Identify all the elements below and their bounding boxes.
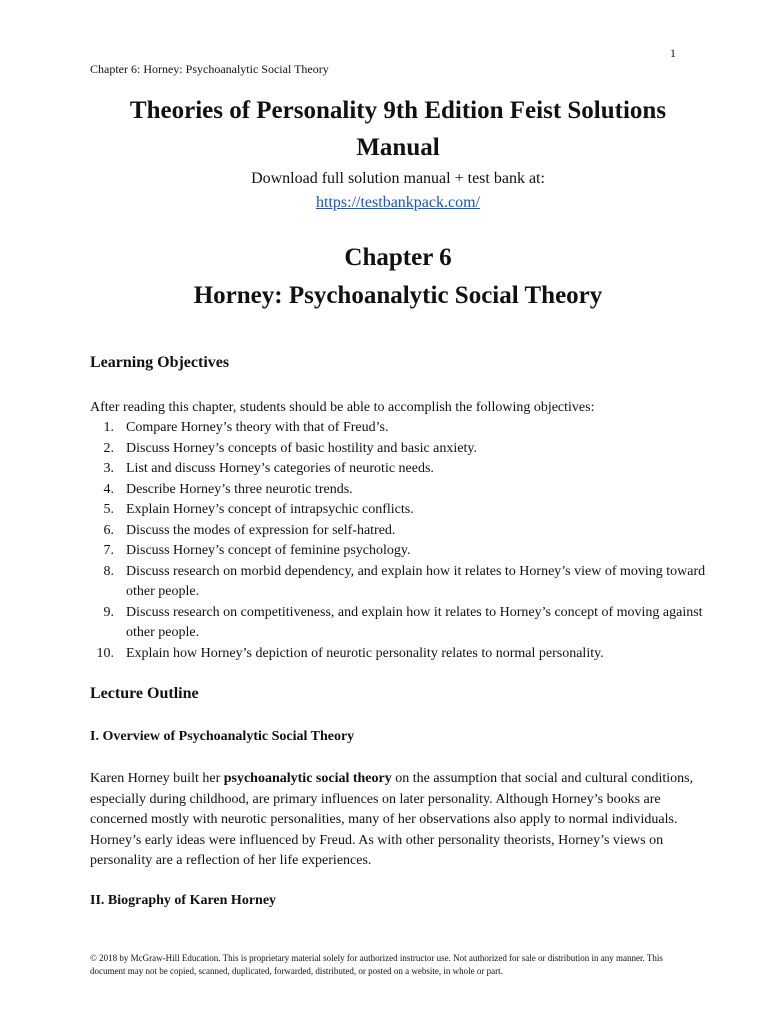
- list-item: [90, 418, 710, 439]
- objectives-intro: After reading this chapter, students should be able to accomplish the following objectives:: [90, 400, 595, 415]
- list-item: [90, 521, 710, 542]
- list-item-number: 3.: [103, 461, 114, 476]
- paragraph-text-end: on the assumption that social and cultural conditions, especially during childhood, are primary influences on later personality. Although Horney’s books are concerned mostly with neurotic personalities, many of her observations also apply to normal individuals. Horney’s early ideas were influenced by Freud. As with other personality theorists, Horney’s views on personality are a reflection of her life experiences.: [90, 771, 694, 869]
- list-item: [90, 459, 710, 480]
- list-item-number: 6.: [103, 522, 114, 538]
- list-item-text: List and discuss Horney’s categories of neurotic needs.: [126, 461, 434, 476]
- key-term: psychoanalytic social theory: [223, 771, 392, 786]
- list-item-number: 8.: [103, 563, 114, 579]
- document-title: Theories of Personality 9th Edition Feist Solutions Manual: [129, 97, 667, 161]
- overview-heading: I. Overview of Psychoanalytic Social Theory: [90, 729, 355, 744]
- biography-heading: II. Biography of Karen Horney: [90, 893, 277, 908]
- list-item-text: Compare Horney’s theory with that of Freud’s.: [126, 420, 389, 435]
- list-item-number: 2.: [103, 440, 114, 456]
- list-item-text: Discuss the modes of expression for self-hatred.: [126, 522, 396, 538]
- list-item-text: Discuss research on competitiveness, and explain how it relates to Horney’s concept of moving against other people.: [126, 604, 703, 640]
- download-link-container: [90, 192, 706, 214]
- chapter-title: Horney: Psychoanalytic Social Theory: [193, 282, 603, 309]
- list-item-number: 5.: [103, 502, 114, 517]
- list-item: [90, 603, 710, 644]
- download-text: Download full solution manual + test bank at:: [251, 170, 545, 187]
- copyright-footer: © 2018 by McGraw-Hill Education. This is proprietary material solely for authorized instructor use. Not authorized for sale or distribution in any manner. This document may not be copied, scanned, duplicated, forwarded, distributed, or posted on a website, in whole or part.: [90, 953, 663, 976]
- overview-paragraph: [90, 769, 710, 872]
- list-item: [90, 500, 710, 521]
- objectives-list: [90, 418, 710, 664]
- list-item: [90, 439, 710, 460]
- paragraph-text-start: Karen Horney built her: [90, 771, 224, 786]
- download-link[interactable]: https://testbankpack.com/: [316, 194, 480, 211]
- list-item-text: Explain how Horney’s depiction of neurotic personality relates to normal personality.: [126, 645, 604, 661]
- learning-objectives-heading: Learning Objectives: [90, 354, 230, 371]
- page-number: 1: [670, 46, 676, 60]
- list-item-text: Discuss Horney’s concept of feminine psychology.: [126, 543, 411, 558]
- list-item-text: Describe Horney’s three neurotic trends.: [126, 481, 353, 497]
- list-item-number: 1.: [103, 420, 114, 435]
- list-item-number: 4.: [103, 481, 114, 497]
- list-item: [90, 644, 710, 665]
- chapter-number: Chapter 6: [344, 244, 452, 271]
- list-item-number: 10.: [96, 645, 114, 661]
- running-header: Chapter 6: Horney: Psychoanalytic Social Theory: [90, 62, 329, 76]
- list-item-number: 7.: [103, 543, 114, 558]
- list-item-text: Discuss research on morbid dependency, and explain how it relates to Horney’s view of moving toward other people.: [126, 563, 706, 599]
- list-item-text: Discuss Horney’s concepts of basic hostility and basic anxiety.: [126, 440, 477, 456]
- list-item: [90, 480, 710, 501]
- lecture-outline-heading: Lecture Outline: [90, 685, 199, 702]
- list-item-text: Explain Horney’s concept of intrapsychic conflicts.: [126, 502, 414, 517]
- list-item-number: 9.: [103, 604, 114, 620]
- list-item: [90, 541, 710, 562]
- list-item: [90, 562, 710, 603]
